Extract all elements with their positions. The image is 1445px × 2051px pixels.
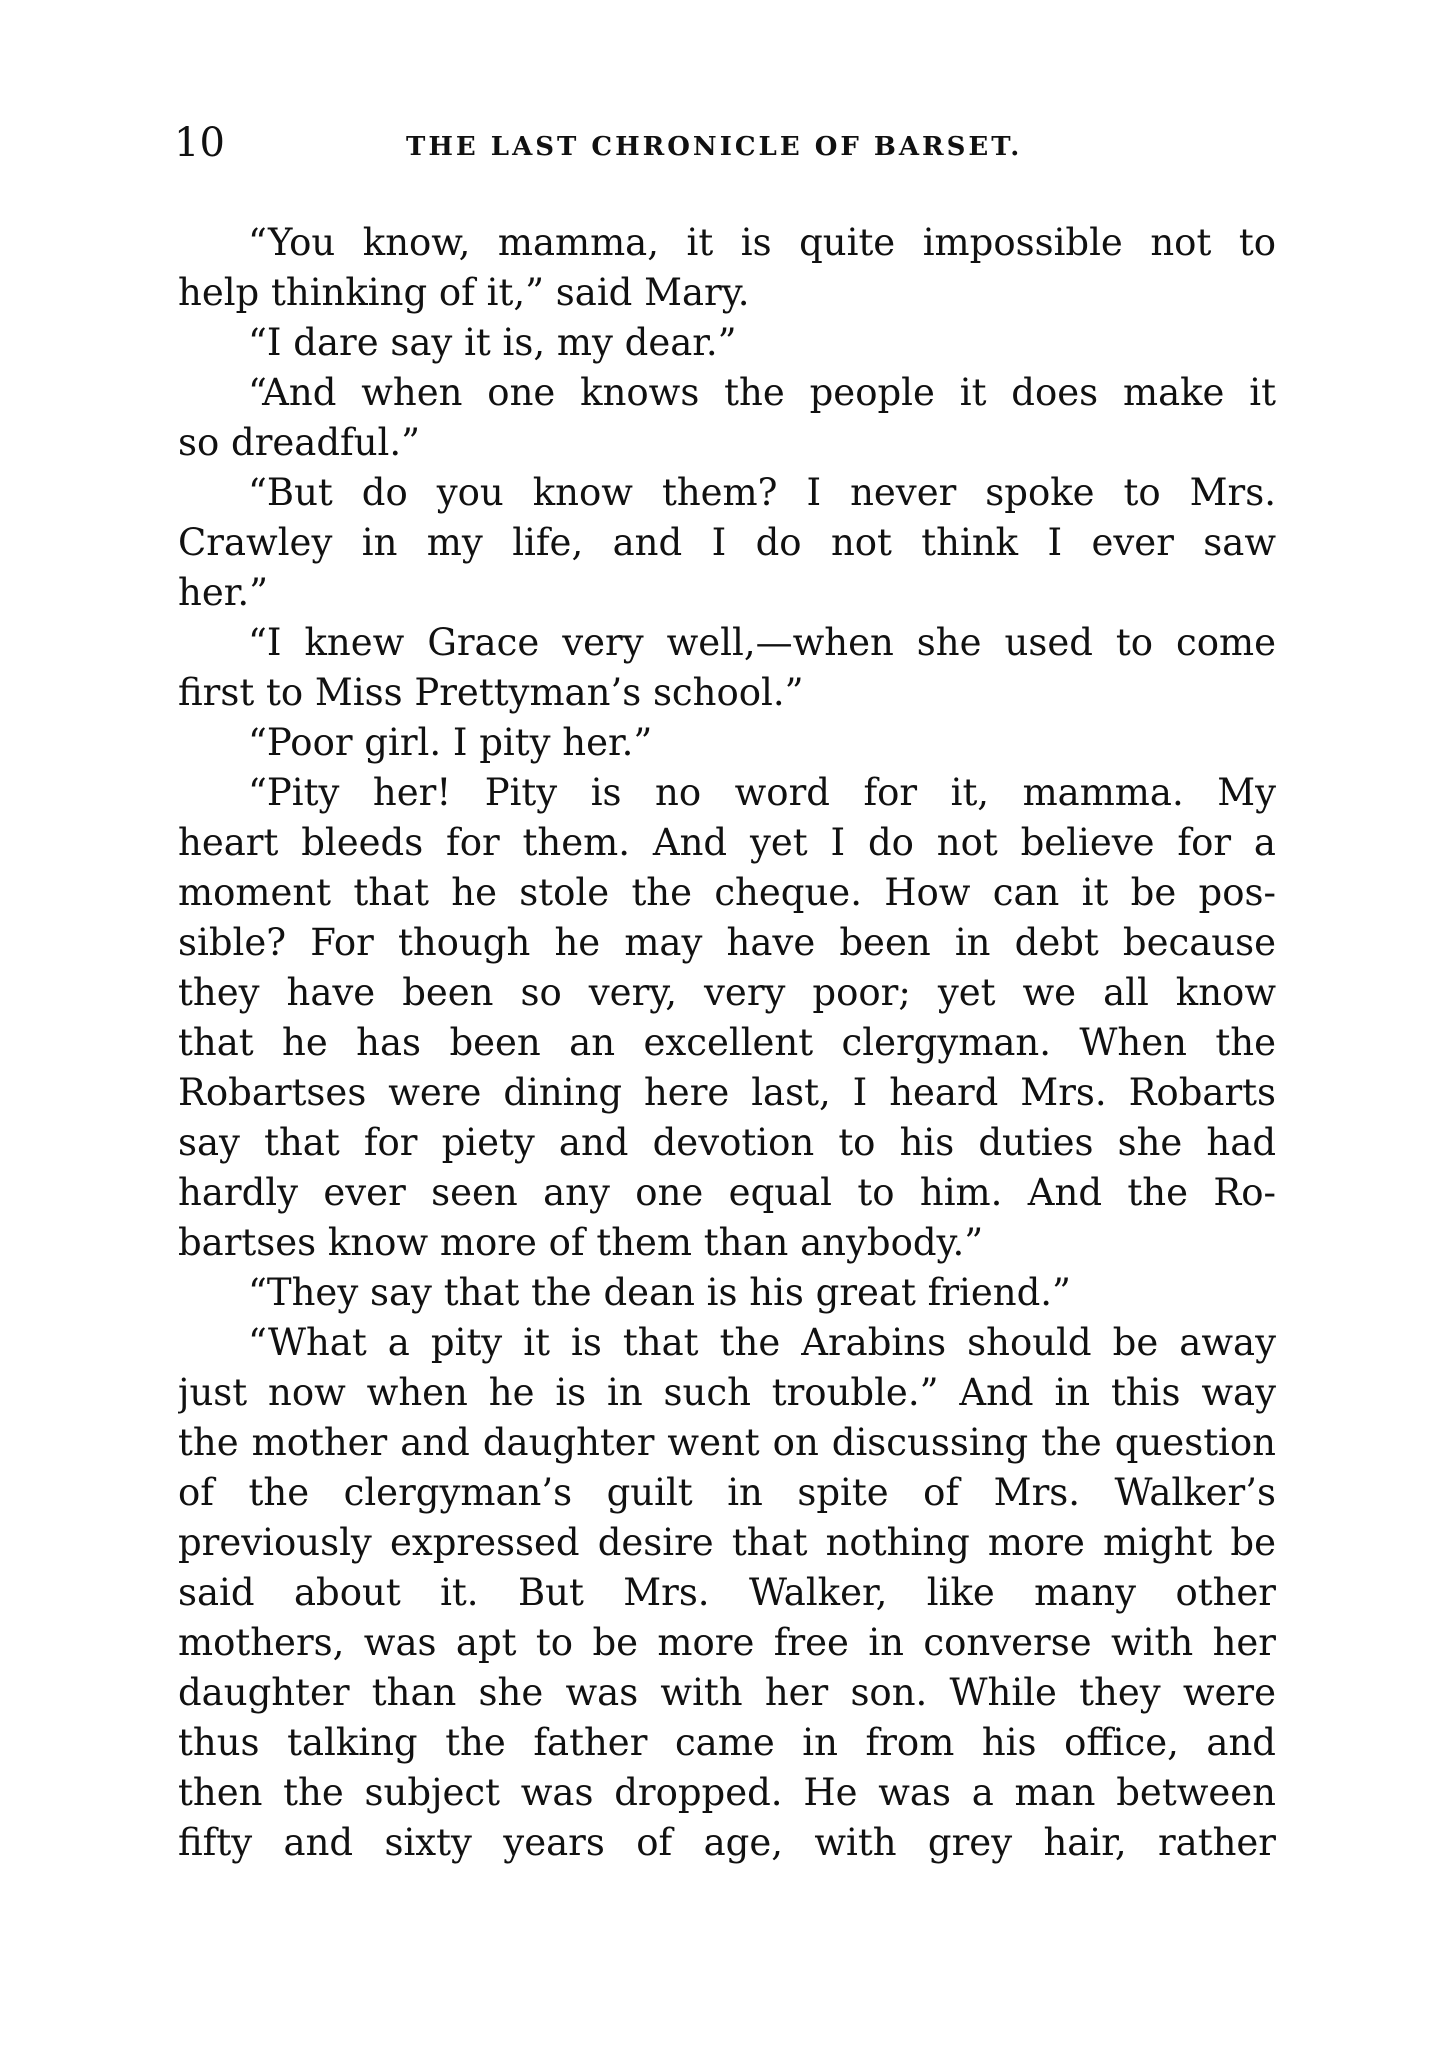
text-line: moment that he stole the cheque. How can it be pos- xyxy=(178,871,1276,914)
text-line: “Pity her! Pity is no word for it, mamma. My xyxy=(248,771,1276,814)
text-line: Robartses were dining here last, I heard Mrs. Robarts xyxy=(178,1071,1276,1114)
text-line: thus talking the father came in from his office, and xyxy=(178,1721,1276,1764)
text-line: of the clergyman’s guilt in spite of Mrs. Walker’s xyxy=(178,1471,1276,1514)
text-line: that he has been an excellent clergyman. When the xyxy=(178,1021,1276,1064)
text-line: daughter than she was with her son. While they were xyxy=(178,1671,1276,1714)
text-line: so dreadful.” xyxy=(178,421,421,464)
body-text xyxy=(178,218,1276,1868)
text-line: “Poor girl. I pity her.” xyxy=(248,721,653,764)
text-line: fifty and sixty years of age, with grey hair, rather xyxy=(178,1821,1276,1864)
text-line: hardly ever seen any one equal to him. And the Ro- xyxy=(178,1171,1276,1214)
text-line: mothers, was apt to be more free in converse with her xyxy=(178,1621,1276,1664)
page-header xyxy=(174,118,1274,168)
text-line: they have been so very, very poor; yet we all know xyxy=(178,971,1276,1014)
text-line: previously expressed desire that nothing more might be xyxy=(178,1521,1276,1564)
text-line: first to Miss Prettyman’s school.” xyxy=(178,671,804,714)
text-line: help thinking of it,” said Mary. xyxy=(178,271,750,314)
text-line: bartses know more of them than anybody.” xyxy=(178,1221,984,1264)
text-line: “You know, mamma, it is quite impossible not to xyxy=(248,221,1276,264)
text-line: say that for piety and devotion to his duties she had xyxy=(178,1121,1276,1164)
page-number: 10 xyxy=(174,120,225,166)
text-line: then the subject was dropped. He was a man between xyxy=(178,1771,1276,1814)
text-line: “They say that the dean is his great friend.” xyxy=(248,1271,1071,1314)
text-line: the mother and daughter went on discussing the question xyxy=(178,1421,1276,1464)
text-line: “I knew Grace very well,—when she used to come xyxy=(248,621,1276,664)
text-line: “But do you know them? I never spoke to Mrs. xyxy=(248,471,1276,514)
text-line: “What a pity it is that the Arabins should be away xyxy=(248,1321,1276,1364)
text-line: sible? For though he may have been in debt because xyxy=(178,921,1276,964)
running-title: THE LAST CHRONICLE OF BARSET. xyxy=(406,132,1023,162)
text-line: Crawley in my life, and I do not think I ever saw xyxy=(178,521,1276,564)
text-line: heart bleeds for them. And yet I do not believe for a xyxy=(178,821,1276,864)
text-line: “And when one knows the people it does make it xyxy=(248,371,1276,414)
text-line: “I dare say it is, my dear.” xyxy=(248,321,737,364)
text-line: said about it. But Mrs. Walker, like many other xyxy=(178,1571,1276,1614)
text-line: her.” xyxy=(178,571,269,614)
text-line: just now when he is in such trouble.” And in this way xyxy=(178,1371,1276,1414)
